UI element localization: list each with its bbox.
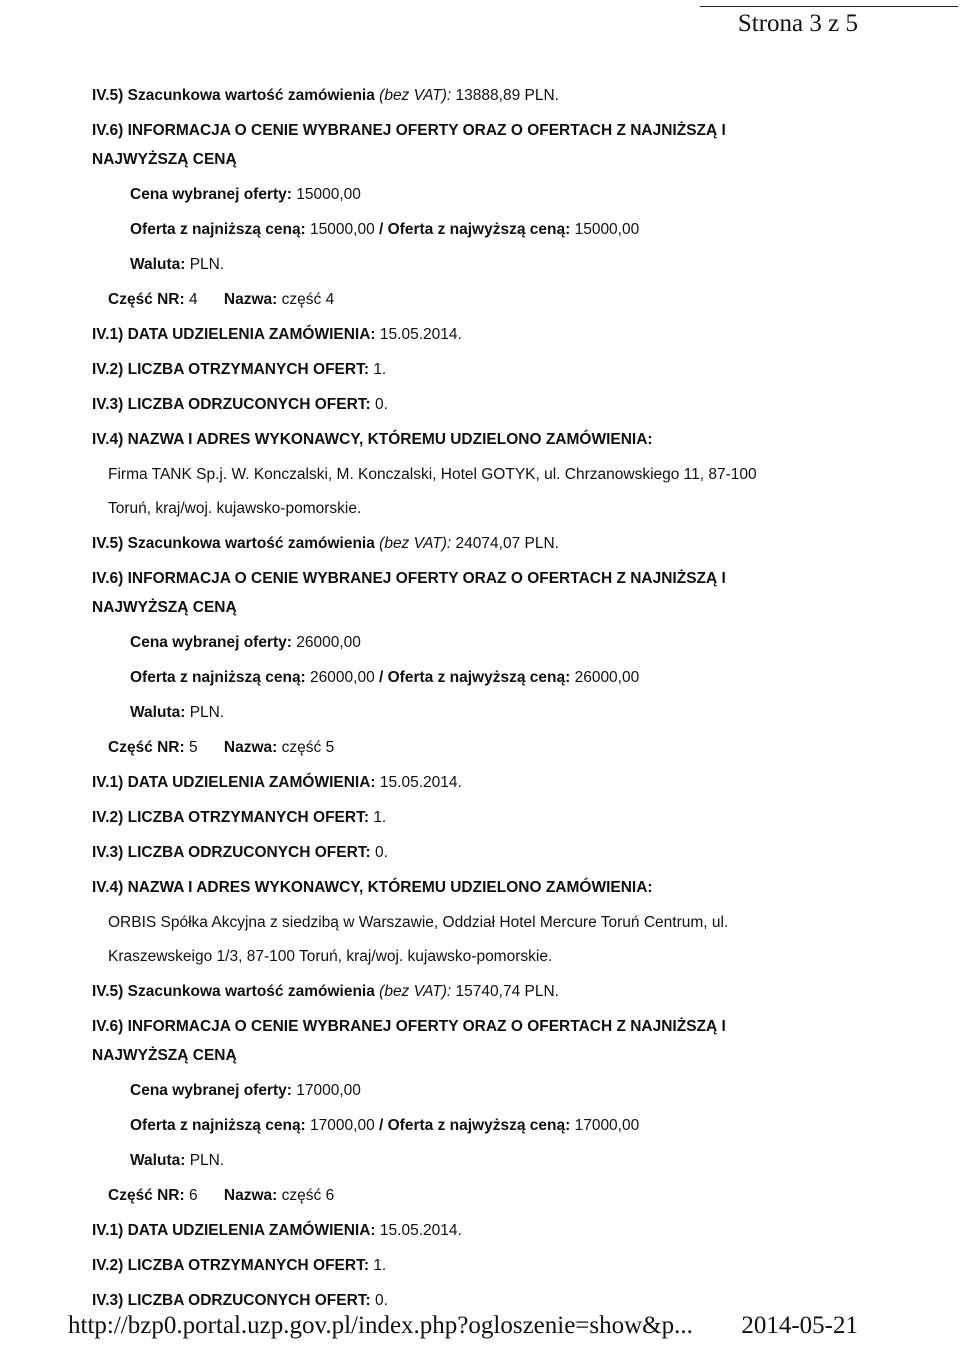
header-rule bbox=[700, 6, 958, 7]
contractor-address-cont: Kraszewskeigo 1/3, 87-100 Toruń, kraj/woj. kujawsko-pomorskie. bbox=[108, 948, 553, 965]
document-body bbox=[92, 84, 932, 1324]
lowest-highest-offer: Oferta z najniższą ceną: 15000,00 / Oferta z najwyższą ceną: 15000,00 bbox=[130, 221, 640, 238]
price-info-heading: IV.6) INFORMACJA O CENIE WYBRANEJ OFERTY ORAZ O OFERTACH Z NAJNIŻSZĄ I bbox=[92, 1018, 726, 1035]
price-info-heading: IV.6) INFORMACJA O CENIE WYBRANEJ OFERTY ORAZ O OFERTACH Z NAJNIŻSZĄ I bbox=[92, 570, 726, 587]
offers-received: IV.2) LICZBA OTRZYMANYCH OFERT: 1. bbox=[92, 361, 387, 378]
estimated-value-line: IV.5) Szacunkowa wartość zamówienia (bez VAT): 15740,74 PLN. bbox=[92, 983, 559, 1000]
price-info-heading-cont: NAJWYŻSZĄ CENĄ bbox=[92, 599, 237, 616]
selected-offer-price: Cena wybranej oferty: 17000,00 bbox=[130, 1082, 361, 1099]
print-date: 2014-05-21 bbox=[741, 1312, 858, 1339]
part-header-6: Część NR: 6 Nazwa: część 6 bbox=[108, 1187, 335, 1204]
offers-rejected: IV.3) LICZBA ODRZUCONYCH OFERT: 0. bbox=[92, 1292, 388, 1309]
offers-rejected: IV.3) LICZBA ODRZUCONYCH OFERT: 0. bbox=[92, 396, 388, 413]
currency-line: Waluta: PLN. bbox=[130, 704, 225, 721]
award-date: IV.1) DATA UDZIELENIA ZAMÓWIENIA: 15.05.2014. bbox=[92, 1222, 462, 1239]
part-header-5: Część NR: 5 Nazwa: część 5 bbox=[108, 739, 335, 756]
offers-received: IV.2) LICZBA OTRZYMANYCH OFERT: 1. bbox=[92, 1257, 387, 1274]
part-header-4: Część NR: 4 Nazwa: część 4 bbox=[108, 291, 335, 308]
price-info-heading: IV.6) INFORMACJA O CENIE WYBRANEJ OFERTY ORAZ O OFERTACH Z NAJNIŻSZĄ I bbox=[92, 122, 726, 139]
award-date: IV.1) DATA UDZIELENIA ZAMÓWIENIA: 15.05.2014. bbox=[92, 774, 462, 791]
price-info-heading-cont: NAJWYŻSZĄ CENĄ bbox=[92, 151, 237, 168]
page-number: Strona 3 z 5 bbox=[737, 10, 858, 37]
selected-offer-price: Cena wybranej oferty: 26000,00 bbox=[130, 634, 361, 651]
contractor-heading: IV.4) NAZWA I ADRES WYKONAWCY, KTÓREMU UDZIELONO ZAMÓWIENIA: bbox=[92, 879, 653, 896]
currency-line: Waluta: PLN. bbox=[130, 1152, 225, 1169]
page-footer bbox=[68, 1312, 858, 1340]
lowest-highest-offer: Oferta z najniższą ceną: 17000,00 / Oferta z najwyższą ceną: 17000,00 bbox=[130, 1117, 640, 1134]
contractor-address: Firma TANK Sp.j. W. Konczalski, M. Konczalski, Hotel GOTYK, ul. Chrzanowskiego 11, 87-100 bbox=[108, 466, 757, 483]
selected-offer-price: Cena wybranej oferty: 15000,00 bbox=[130, 186, 361, 203]
contractor-address: ORBIS Spółka Akcyjna z siedzibą w Warszawie, Oddział Hotel Mercure Toruń Centrum, ul. bbox=[108, 914, 729, 931]
currency-line: Waluta: PLN. bbox=[130, 256, 225, 273]
offers-rejected: IV.3) LICZBA ODRZUCONYCH OFERT: 0. bbox=[92, 844, 388, 861]
estimated-value-line: IV.5) Szacunkowa wartość zamówienia (bez VAT): 24074,07 PLN. bbox=[92, 535, 559, 552]
contractor-heading: IV.4) NAZWA I ADRES WYKONAWCY, KTÓREMU UDZIELONO ZAMÓWIENIA: bbox=[92, 431, 653, 448]
contractor-address-cont: Toruń, kraj/woj. kujawsko-pomorskie. bbox=[108, 500, 362, 517]
lowest-highest-offer: Oferta z najniższą ceną: 26000,00 / Oferta z najwyższą ceną: 26000,00 bbox=[130, 669, 640, 686]
price-info-heading-cont: NAJWYŻSZĄ CENĄ bbox=[92, 1047, 237, 1064]
estimated-value-line: IV.5) Szacunkowa wartość zamówienia (bez VAT): 13888,89 PLN. bbox=[92, 87, 559, 104]
offers-received: IV.2) LICZBA OTRZYMANYCH OFERT: 1. bbox=[92, 809, 387, 826]
award-date: IV.1) DATA UDZIELENIA ZAMÓWIENIA: 15.05.2014. bbox=[92, 326, 462, 343]
source-url: http://bzp0.portal.uzp.gov.pl/index.php?ogloszenie=show&p... bbox=[68, 1312, 693, 1339]
